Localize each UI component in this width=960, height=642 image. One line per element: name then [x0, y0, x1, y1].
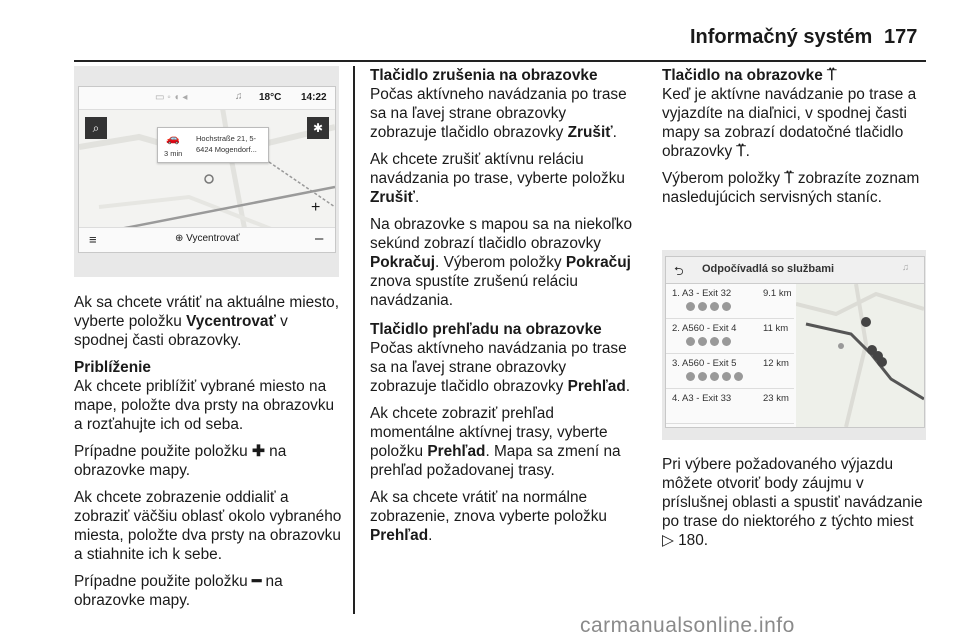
middle-column [370, 66, 636, 553]
zoom-paragraph: Ak chcete priblížiť vybrané miesto na mape, položte dva prsty na obrazovku a rozťahujte ich od seba. [74, 378, 335, 433]
overview-paragraph-2: Ak chcete zobraziť prehľad momentálne aktívnej trasy, vyberte položku Prehľad. Mapa sa zmení na prehľad požadovanej trasy. [370, 405, 621, 479]
recenter-paragraph: Ak sa chcete vrátiť na aktuálne miesto, vyberte položku Vycentrovať v spodnej časti obrazovky. [74, 294, 339, 349]
plus-icon: ✚ [251, 443, 265, 460]
map-bottom-bar [79, 227, 335, 252]
clock: 14:22 [301, 92, 327, 103]
zoom-heading: Priblíženie [74, 359, 151, 376]
overview-heading: Tlačidlo prehľadu na obrazovke [370, 321, 602, 338]
cancel-paragraph-2: Ak chcete zrušiť aktívnu reláciu navádzania po trase, vyberte položku Zrušiť. [370, 151, 625, 206]
service-icons [686, 337, 734, 349]
right-column-top [662, 66, 928, 215]
services-paragraph-3: Pri výbere požadovaného výjazdu môžete otvoriť body záujmu v príslušnej oblasti a spustiť navádzanie po trase do niektorého z týchto miest ▷ 180. [662, 456, 923, 549]
route-map-graphic [796, 284, 924, 427]
map-screenshot [74, 66, 339, 277]
list-item[interactable]: 1. A3 - Exit 32 9.1 km [666, 284, 794, 319]
service-icons [686, 372, 746, 384]
zoom-in-button[interactable]: + [311, 199, 321, 216]
header-rule [74, 60, 926, 62]
car-icon: 🚗 [166, 133, 180, 145]
page-number: 177 [884, 26, 918, 48]
list-header [666, 257, 924, 284]
left-column [74, 293, 346, 618]
search-icon[interactable]: ⌕ [85, 117, 107, 139]
gear-icon[interactable]: ✱ [307, 117, 329, 139]
overview-paragraph-3: Ak sa chcete vrátiť na normálne zobrazenie, znova vyberte položku Prehľad. [370, 489, 607, 544]
services-paragraph-1: Keď je aktívne navádzanie po trase a vyjazdíte na diaľnici, v spodnej časti mapy sa zobrazí dodatočné tlačidlo obrazovky ⍡. [662, 86, 917, 160]
cross-reference[interactable]: ▷ 180 [662, 532, 704, 549]
list-title: Odpočívadlá so službami [702, 263, 835, 275]
rest-stop-icon: ⍡ [827, 67, 837, 84]
map-screen [78, 86, 336, 253]
overview-paragraph-1: Počas aktívneho navádzania po trase sa na ľavej strane obrazovky zobrazuje tlačidlo obrazovky Prehľad. [370, 340, 631, 395]
list-item[interactable]: 2. A560 - Exit 4 11 km [666, 319, 794, 354]
cancel-heading: Tlačidlo zrušenia na obrazovke [370, 67, 598, 84]
callout-eta: 3 min [164, 149, 183, 158]
running-header-title: Informačný systém [690, 26, 873, 48]
minus-icon: ━ [251, 573, 262, 590]
right-column-bottom [662, 455, 928, 558]
destination-callout[interactable] [157, 127, 269, 163]
zoom-out-alt-paragraph: Prípadne použite položku ━ na obrazovke mapy. [74, 573, 283, 609]
status-bar [79, 87, 335, 110]
menu-icon[interactable]: ≡ [89, 232, 97, 247]
temperature: 18°C [259, 92, 282, 103]
rest-stops-screen [665, 256, 925, 428]
rest-stops-screenshot [662, 250, 926, 440]
services-paragraph-2: Výberom položky ⍡ zobrazíte zoznam nasledujúcich servisných staníc. [662, 170, 920, 206]
rest-stop-icon: ⍡ [784, 170, 794, 187]
cancel-paragraph-3: Na obrazovke s mapou sa na niekoľko sekúnd zobrazí tlačidlo obrazovky Pokračuj. Výberom položky Pokračuj znova spustíte zrušenú reláciu navádzania. [370, 216, 633, 309]
location-pin-icon [205, 175, 213, 183]
status-icons: ▭ ◦ ◖ ◂ [155, 92, 188, 103]
rest-stop-icon: ⍡ [736, 143, 746, 160]
zoom-in-paragraph: Prípadne použite položku ✚ na obrazovke mapy. [74, 443, 287, 479]
music-icon: ♫ [235, 91, 243, 102]
recenter-label: Vycentrovať [186, 233, 240, 244]
service-icons [686, 302, 734, 314]
zoom-out-button[interactable]: – [315, 230, 324, 247]
zoom-out-paragraph: Ak chcete zobrazenie oddialiť a zobraziť väčšiu oblasť okolo vybraného miesta, položte dva prsty na obrazovku a stiahnite ich k sebe. [74, 489, 342, 563]
target-icon: ⊕ [175, 233, 184, 244]
route-minimap [796, 284, 924, 427]
music-icon: ♫ [902, 262, 910, 273]
callout-line1: Hochstraße 21, 5- [196, 134, 257, 143]
list-item[interactable]: 4. A3 - Exit 33 23 km [666, 389, 794, 424]
callout-line2: 6424 Mogendorf... [196, 145, 257, 154]
services-heading: Tlačidlo na obrazovke ⍡ [662, 67, 837, 84]
cancel-paragraph-1: Počas aktívneho navádzania po trase sa na ľavej strane obrazovky zobrazuje tlačidlo obrazovky Zrušiť. [370, 86, 627, 141]
column-divider [353, 66, 355, 614]
watermark: carmanualsonline.info [580, 614, 795, 637]
recenter-button[interactable] [175, 233, 240, 244]
back-icon[interactable]: ⮌ [674, 264, 684, 278]
list-item[interactable]: 3. A560 - Exit 5 12 km [666, 354, 794, 389]
